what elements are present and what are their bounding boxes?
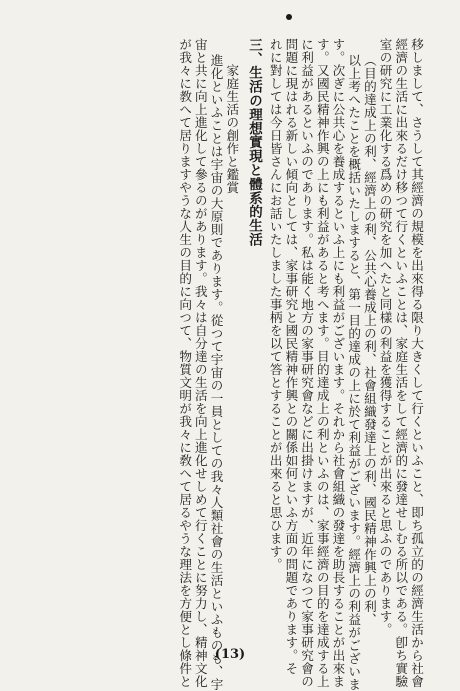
page-number: (13) (214, 647, 246, 662)
text-column: す。次ぎに公共心を養成するといふ上にも利益がございます。それから社會組織の發達を助長することが出來ま (330, 38, 346, 688)
subsection-heading: 家庭生活の創作と鑑賞 (224, 64, 240, 194)
text-column: 經濟の生活に出來るだけ移つて行くといふことは、家庭生活をして經濟的に發達せしむる所以である。卽ち實驗 (393, 38, 409, 688)
text-column: が我々に教へて居りますやうな人生の目的に向つて、物質文明が我々に敎へて居るやうな理法を方便とし條件と (177, 38, 193, 688)
text-column: す。又國民精神作興の上にも利益があると考へます。目的達成上の利といふのは、家事經濟の目的を達成する上 (314, 38, 330, 688)
section-heading: 三、生活の理想實現と體系的生活 (245, 38, 262, 247)
text-column: 移しまして、さうして其經濟の規模を出來得る限り大きくして行くといふこと、即ち孤立的の經濟生活から社會 (409, 38, 424, 688)
text-column: 進化といふことは宇宙の大原則であります。從つて宇宙の一員としての我々人類社會の生活といふものも、宇 (208, 54, 224, 691)
text-column: 問題に現はれる新しい傾向としては、家事研究と國民精神作興との關係如何といふ方面の問題であります。そ (283, 38, 299, 675)
text-column: 以上考へたことを概括いたしますると、第一目的達成の上に於て利益がございます。經濟上の利益がございま (346, 54, 362, 691)
bullet-mark (286, 14, 292, 20)
text-column: に利益があるといふのであります。私は能く地方の家事研究會などに出掛けますが、近年になつて家事研究會の (299, 38, 315, 688)
text-column: 室の研究に工業化する爲めの研究を加へたと同樣の利益を獲得することが出來ると思ふのであります。 (377, 38, 393, 636)
text-column: （目的達成上の利、經濟上の利、公共心養成上の利、社會組織發達上の利、國民精神作興上の利、 (361, 54, 377, 626)
text-column: れに對しては今日皆さんにお話いたしました事柄を以て答とすることが出來ると思ひます。 (267, 38, 283, 571)
text-column: 宙と共に向上進化して參るのがあります。我々は自分達の生活を向上進化せしめて行くことに努力し、精神文化 (192, 38, 208, 688)
